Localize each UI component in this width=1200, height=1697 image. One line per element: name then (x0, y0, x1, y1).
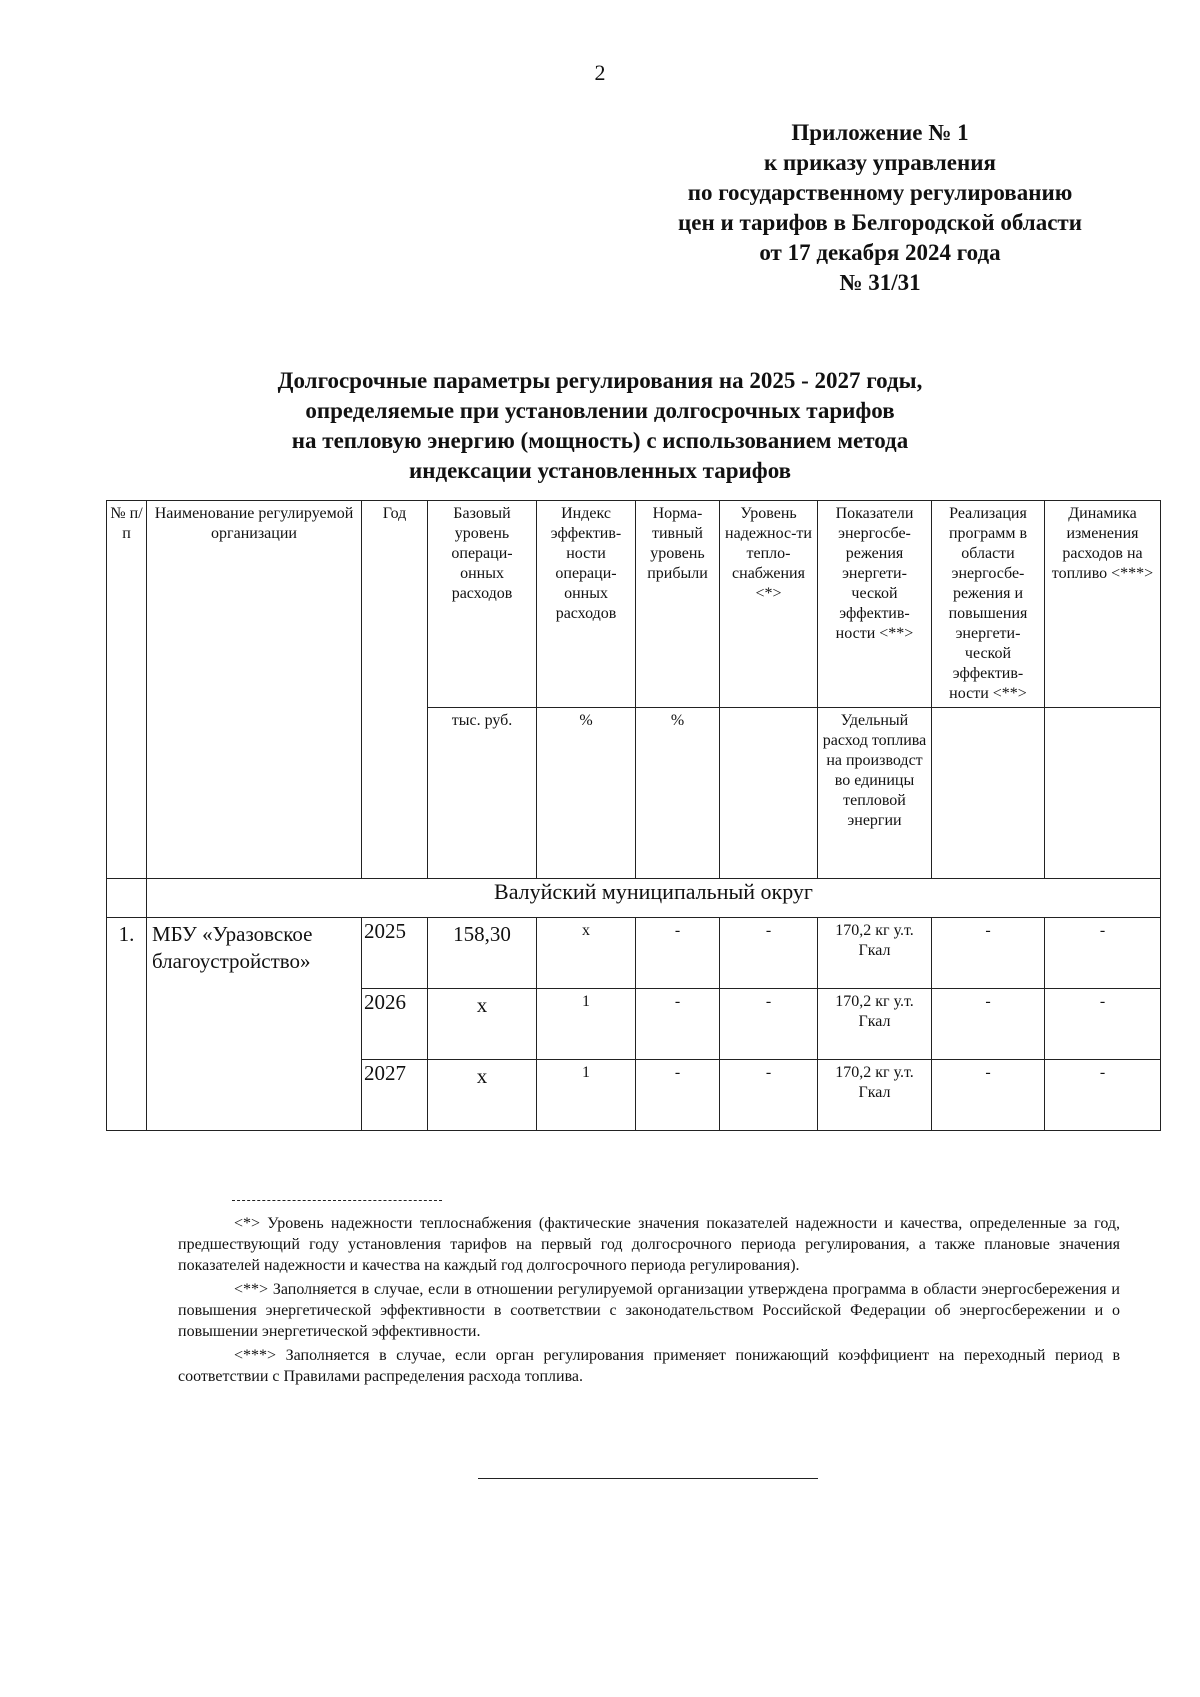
header-row (107, 501, 1161, 708)
appendix-line: цен и тарифов в Белгородской области (678, 210, 1082, 235)
row-profit: - (636, 918, 720, 989)
unit-programs (932, 708, 1045, 879)
unit-profit: % (636, 708, 720, 879)
row-fuel: - (1045, 1060, 1161, 1131)
footnote: <**> Заполняется в случае, если в отношении регулируемой организации утверждена программа в области энергосбережения и повышения энергетической эффективности в соответствии с законодательством Российской Федерации об энергосбережении и о повышении энергетической эффективности. (178, 1281, 1120, 1340)
row-base: 158,30 (428, 918, 537, 989)
org-number: 1. (107, 918, 147, 1131)
row-profit: - (636, 989, 720, 1060)
title-line: индексации установленных тарифов (408, 458, 792, 483)
appendix-line: Приложение № 1 (791, 120, 969, 145)
row-programs: - (932, 918, 1045, 989)
appendix-line: по государственному регулированию (687, 180, 1073, 205)
parameters-table (106, 500, 1161, 1131)
row-year: 2025 (362, 918, 428, 989)
row-index: x (537, 918, 636, 989)
row-energy: 170,2 кг у.т. Гкал (818, 989, 932, 1060)
title-line: определяемые при установлении долгосрочных тарифов (305, 398, 895, 423)
page-number: 2 (594, 60, 606, 85)
region-row (107, 879, 1161, 918)
appendix-line: к приказу управления (764, 150, 996, 175)
end-line (478, 1478, 818, 1479)
header-energy-indicators: Показатели энергосбе-режения энергети-ческой эффектив-ности <**> (818, 501, 932, 708)
appendix-line: от 17 декабря 2024 года (759, 240, 1001, 265)
footnote-separator (232, 1200, 442, 1201)
row-energy: 170,2 кг у.т. Гкал (818, 1060, 932, 1131)
unit-energy: Удельный расход топлива на производст во единицы тепловой энергии (818, 708, 932, 879)
appendix-line: № 31/31 (839, 270, 921, 295)
header-profit-level: Норма-тивный уровень прибыли (636, 501, 720, 708)
org-name: МБУ «Уразовское благоустройство» (147, 918, 362, 1131)
header-base-level: Базовый уровень операци-онных расходов (428, 501, 537, 708)
header-efficiency-index: Индекс эффектив-ности операци-онных расходов (537, 501, 636, 708)
row-programs: - (932, 1060, 1045, 1131)
header-org-name: Наименование регулируемой организации (147, 501, 362, 879)
table-row (107, 918, 1161, 989)
unit-reliability (720, 708, 818, 879)
row-fuel: - (1045, 989, 1161, 1060)
unit-base: тыс. руб. (428, 708, 537, 879)
appendix-header (600, 118, 1160, 298)
footnote: <*> Уровень надежности теплоснабжения (фактические значения показателей надежности и качества, определенные за год, предшествующий году установления тарифов на первый год долгосрочного периода регулирования, а также плановые значения показателей надежности и качества на каждый год долгосрочного периода регулирования). (178, 1215, 1120, 1274)
region-name: Валуйский муниципальный округ (147, 879, 1161, 918)
row-index: 1 (537, 989, 636, 1060)
title-line: на тепловую энергию (мощность) с использованием метода (291, 428, 909, 453)
unit-fuel (1045, 708, 1161, 879)
header-programs: Реализация программ в области энергосбе-режения и повышения энергети-ческой эффектив-ности <**> (932, 501, 1045, 708)
footnotes (178, 1213, 1120, 1390)
row-programs: - (932, 989, 1045, 1060)
row-energy: 170,2 кг у.т. Гкал (818, 918, 932, 989)
document-title (180, 366, 1020, 486)
row-reliability: - (720, 1060, 818, 1131)
header-year: Год (362, 501, 428, 879)
row-year: 2026 (362, 989, 428, 1060)
row-index: 1 (537, 1060, 636, 1131)
header-num: № п/п (107, 501, 147, 879)
region-num-cell (107, 879, 147, 918)
title-line: Долгосрочные параметры регулирования на 2025 - 2027 годы, (277, 368, 923, 393)
row-base: x (428, 989, 537, 1060)
header-reliability: Уровень надежнос-ти тепло-снабжения <*> (720, 501, 818, 708)
header-fuel-dynamics: Динамика изменения расходов на топливо <***> (1045, 501, 1161, 708)
row-year: 2027 (362, 1060, 428, 1131)
row-fuel: - (1045, 918, 1161, 989)
row-reliability: - (720, 989, 818, 1060)
unit-index: % (537, 708, 636, 879)
footnote: <***> Заполняется в случае, если орган регулирования применяет понижающий коэффициент на переходный период в соответствии с Правилами распределения расхода топлива. (178, 1347, 1120, 1385)
row-profit: - (636, 1060, 720, 1131)
row-reliability: - (720, 918, 818, 989)
row-base: x (428, 1060, 537, 1131)
